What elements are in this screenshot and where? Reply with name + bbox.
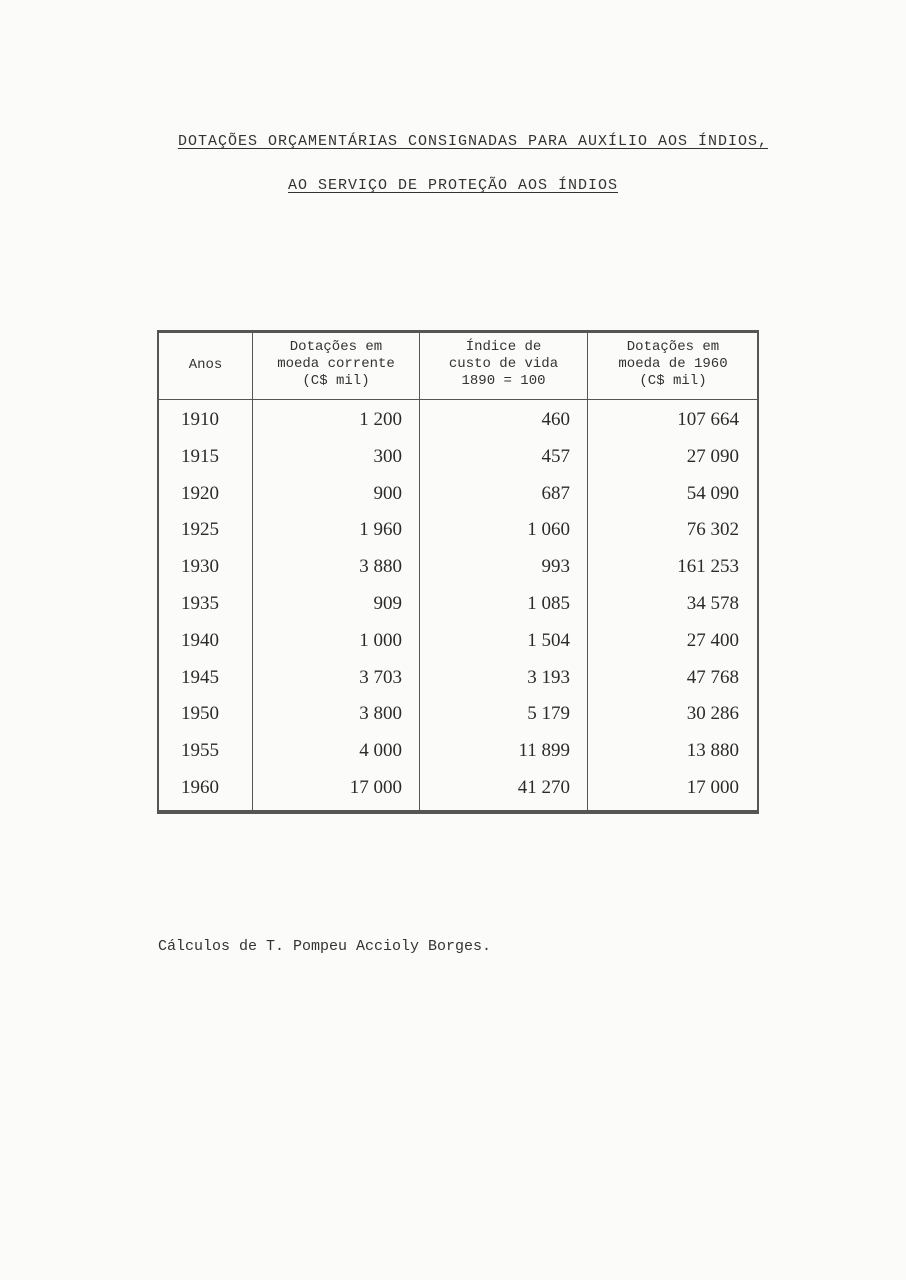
cell-cost-index: 41 270 [517, 777, 570, 798]
header-years [159, 357, 252, 374]
cell-cost-index: 993 [541, 556, 570, 578]
cell-1960-currency: 76 302 [686, 519, 739, 541]
cell-year: 1925 [181, 519, 219, 541]
cell-cost-index: 1 085 [527, 593, 570, 614]
cell-year: 1940 [181, 629, 219, 651]
cell-current-currency: 1 200 [359, 409, 402, 430]
cell-current-currency: 909 [373, 593, 402, 614]
cell-cost-index: 1 060 [527, 519, 570, 541]
header-line: (C$ mil) [302, 373, 370, 389]
cell-year: 1945 [181, 666, 219, 688]
cell-1960-currency: 54 090 [686, 482, 739, 504]
cell-cost-index: 687 [541, 482, 570, 504]
header-line: moeda corrente [277, 356, 395, 372]
header-current-currency [253, 339, 419, 390]
cell-1960-currency: 13 880 [686, 740, 739, 762]
cell-cost-index: 1 504 [527, 629, 570, 651]
allocations-table [157, 330, 759, 814]
cell-year: 1930 [181, 556, 219, 578]
column-divider [252, 333, 253, 810]
header-cost-of-living-index [420, 339, 587, 390]
cell-year: 1955 [181, 740, 219, 762]
cell-current-currency: 4 000 [359, 740, 402, 762]
cell-current-currency: 17 000 [349, 777, 402, 798]
header-line: (C$ mil) [639, 373, 707, 389]
column-divider [587, 333, 588, 810]
source-footnote: Cálculos de T. Pompeu Accioly Borges. [158, 938, 492, 955]
cell-year: 1920 [181, 482, 219, 504]
header-1960-currency [588, 339, 758, 390]
cell-cost-index: 3 193 [527, 666, 570, 688]
cell-year: 1960 [181, 777, 219, 798]
cell-cost-index: 457 [541, 445, 570, 467]
header-divider [159, 399, 757, 400]
cell-1960-currency: 34 578 [686, 593, 739, 614]
cell-1960-currency: 47 768 [686, 666, 739, 688]
cell-year: 1950 [181, 703, 219, 725]
header-line: Dotações em [626, 339, 720, 355]
header-years-line: Anos [188, 357, 223, 373]
header-line: Índice de [465, 339, 542, 355]
column-divider [419, 333, 420, 810]
cell-year: 1915 [181, 445, 219, 467]
header-line: custo de vida [448, 356, 559, 372]
cell-current-currency: 3 703 [359, 666, 402, 688]
document-title-line-1: DOTAÇÕES ORÇAMENTÁRIAS CONSIGNADAS PARA AUXÍLIO AOS ÍNDIOS, [177, 133, 769, 150]
cell-cost-index: 11 899 [518, 740, 570, 762]
cell-current-currency: 1 960 [359, 519, 402, 541]
cell-1960-currency: 107 664 [677, 409, 739, 430]
cell-current-currency: 900 [373, 482, 402, 504]
cell-current-currency: 3 800 [359, 703, 402, 725]
cell-year: 1935 [181, 593, 219, 614]
header-line: moeda de 1960 [618, 356, 728, 372]
header-line: 1890 = 100 [461, 373, 546, 389]
cell-1960-currency: 27 400 [686, 629, 739, 651]
cell-current-currency: 1 000 [359, 629, 402, 651]
cell-current-currency: 300 [373, 445, 402, 467]
cell-1960-currency: 30 286 [686, 703, 739, 725]
cell-1960-currency: 161 253 [677, 556, 739, 578]
document-title-line-2: AO SERVIÇO DE PROTEÇÃO AOS ÍNDIOS [287, 177, 619, 194]
cell-1960-currency: 27 090 [686, 445, 739, 467]
cell-1960-currency: 17 000 [686, 777, 739, 798]
cell-current-currency: 3 880 [359, 556, 402, 578]
header-line: Dotações em [289, 339, 383, 355]
cell-year: 1910 [181, 409, 219, 430]
cell-cost-index: 460 [541, 409, 570, 430]
cell-cost-index: 5 179 [527, 703, 570, 725]
